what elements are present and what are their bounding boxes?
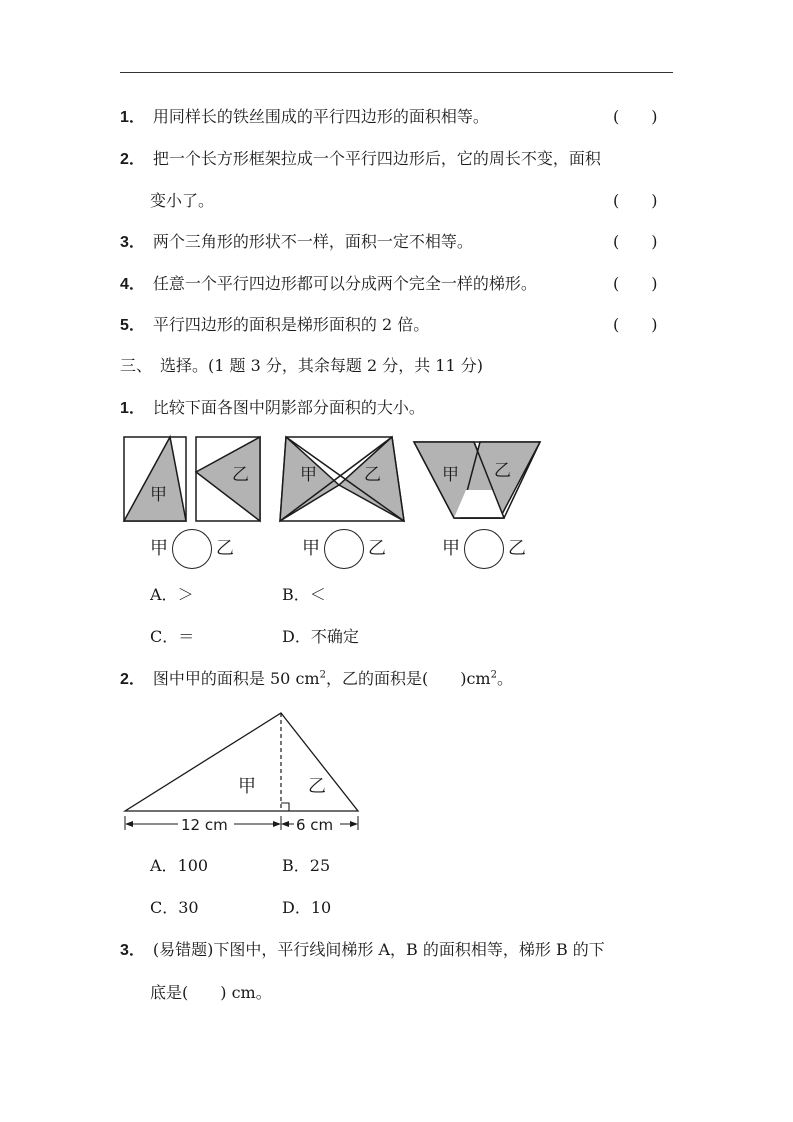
q1-stem: 1． 比较下面各图中阴影部分面积的大小。 bbox=[120, 398, 425, 417]
q2-option-c[interactable]: C．30 bbox=[150, 898, 199, 917]
q2-right-angle bbox=[281, 803, 289, 811]
q1-option-c[interactable]: C．＝ bbox=[150, 627, 195, 646]
q2-dim-right: 6 cm bbox=[296, 816, 334, 834]
q2-option-a[interactable]: A．100 bbox=[150, 856, 209, 875]
q2-figure bbox=[118, 706, 368, 836]
compare-1-circle[interactable] bbox=[172, 529, 212, 569]
fig4-label-jia: 甲 bbox=[442, 465, 459, 485]
fig2-label-yi: 乙 bbox=[232, 465, 249, 485]
compare-1-left: 甲 bbox=[150, 538, 168, 559]
q1-figures bbox=[120, 432, 550, 527]
compare-3-right: 乙 bbox=[508, 538, 526, 559]
fig1-label-jia: 甲 bbox=[150, 485, 167, 505]
q2-label-yi: 乙 bbox=[308, 776, 326, 797]
q1-fig-4 bbox=[414, 442, 540, 518]
section-3-title: 三、 选择。(1 题 3 分，其余每题 2 分，共 11 分) bbox=[120, 356, 483, 375]
compare-1-right: 乙 bbox=[216, 538, 234, 559]
q2-option-d[interactable]: D．10 bbox=[282, 898, 332, 917]
q1-fig-2 bbox=[196, 437, 260, 521]
q2-option-b[interactable]: B．25 bbox=[282, 856, 331, 875]
judgment-2-cont: 变小了。 bbox=[150, 191, 215, 210]
q1-fig-1 bbox=[124, 437, 186, 521]
q1-option-b[interactable]: B．＜ bbox=[282, 585, 326, 604]
judgment-2: 2． 把一个长方形框架拉成一个平行四边形后，它的周长不变，面积 bbox=[120, 149, 601, 168]
judgment-5: 5． 平行四边形的面积是梯形面积的 2 倍。 bbox=[120, 315, 430, 334]
top-rule bbox=[120, 72, 673, 73]
judgment-2-answer[interactable]: ( ) bbox=[613, 191, 658, 210]
judgment-4: 4． 任意一个平行四边形都可以分成两个完全一样的梯形。 bbox=[120, 274, 537, 293]
q2-dim-left: 12 cm bbox=[181, 816, 228, 834]
judgment-3-answer[interactable]: ( ) bbox=[613, 232, 658, 251]
q1-option-d[interactable]: D．不确定 bbox=[282, 627, 359, 646]
fig3-label-jia: 甲 bbox=[300, 465, 317, 485]
shaded-triangle-jia bbox=[124, 437, 186, 521]
q2-label-jia: 甲 bbox=[238, 776, 256, 797]
compare-2-right: 乙 bbox=[368, 538, 386, 559]
judgment-1: 1． 用同样长的铁丝围成的平行四边形的面积相等。 bbox=[120, 107, 489, 126]
compare-3-left: 甲 bbox=[442, 538, 460, 559]
judgment-1-answer[interactable]: ( ) bbox=[613, 107, 658, 126]
compare-3-circle[interactable] bbox=[464, 529, 504, 569]
q3-stem: 3． (易错题)下图中，平行线间梯形 A，B 的面积相等，梯形 B 的下 bbox=[120, 940, 605, 959]
judgment-4-answer[interactable]: ( ) bbox=[613, 274, 658, 293]
judgment-3: 3． 两个三角形的形状不一样，面积一定不相等。 bbox=[120, 232, 473, 251]
compare-2-circle[interactable] bbox=[324, 529, 364, 569]
fig3-label-yi: 乙 bbox=[364, 465, 381, 485]
q1-option-a[interactable]: A．＞ bbox=[150, 585, 194, 604]
judgment-5-answer[interactable]: ( ) bbox=[613, 315, 658, 334]
q3-stem-cont: 底是( ) cm。 bbox=[150, 983, 272, 1002]
fig4-label-yi: 乙 bbox=[494, 461, 511, 481]
shaded-triangle-yi bbox=[196, 437, 260, 521]
q2-stem: 2． 图中甲的面积是 50 $cm^2$，乙的面积是( )$cm^2$。 bbox=[120, 669, 513, 688]
q1-fig-3 bbox=[280, 437, 404, 521]
compare-2-left: 甲 bbox=[302, 538, 320, 559]
